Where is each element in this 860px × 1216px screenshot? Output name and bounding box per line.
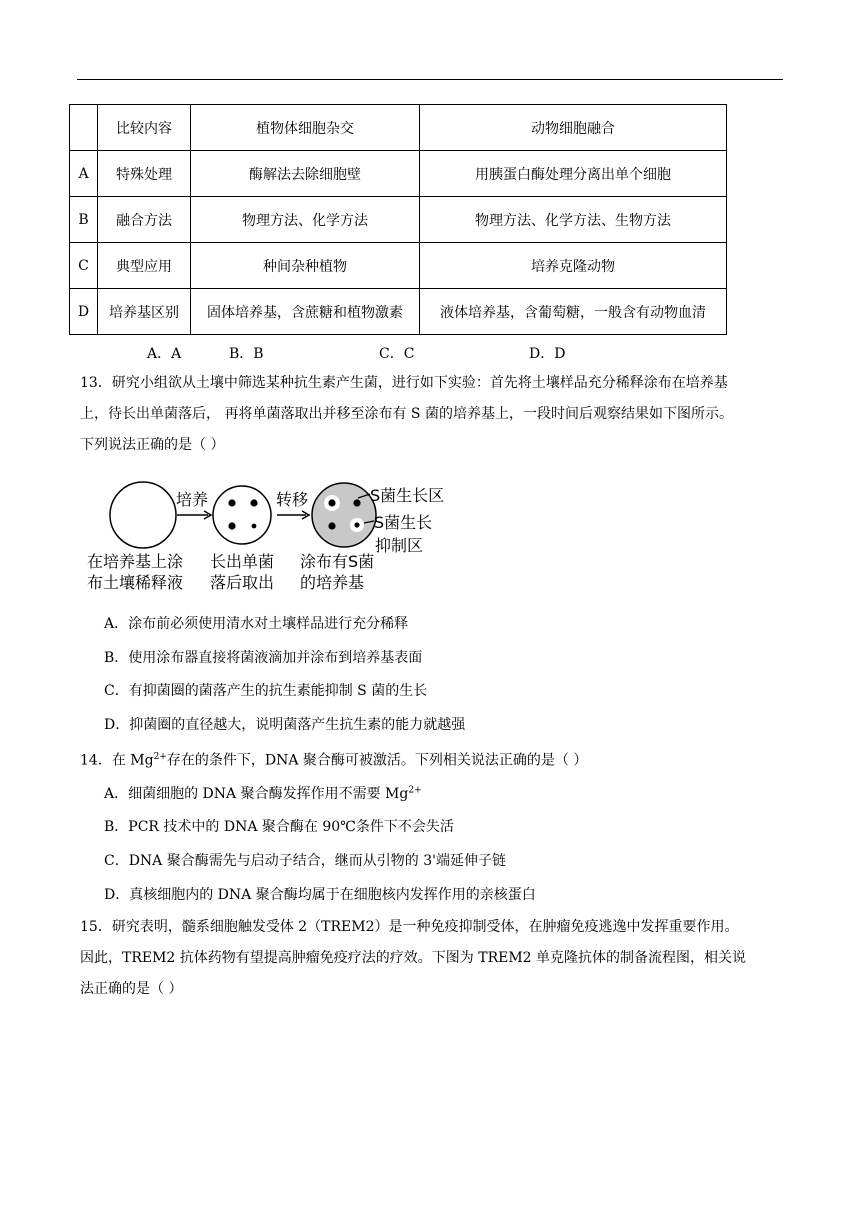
table-cell: 培养基区别 xyxy=(98,289,191,335)
q13-stem-line: 下列说法正确的是（ ） xyxy=(80,437,225,453)
colony-dot xyxy=(354,522,359,527)
table-row xyxy=(70,151,727,197)
table-header-cell: 动物细胞融合 xyxy=(420,105,727,151)
table-row xyxy=(70,289,727,335)
table-row xyxy=(70,243,727,289)
q14-option-a xyxy=(104,783,422,803)
table-cell: 种间杂种植物 xyxy=(191,243,420,289)
table-cell: A xyxy=(70,151,98,197)
table-cell: C xyxy=(70,243,98,289)
table-cell: 特殊处理 xyxy=(98,151,191,197)
q15-stem xyxy=(80,912,800,1005)
arrow-label-transfer: 转移 xyxy=(276,490,309,509)
table-cell: 融合方法 xyxy=(98,197,191,243)
colony-dot xyxy=(353,499,360,506)
header-rule xyxy=(77,79,783,80)
caption-step1: 在培养基上涂 xyxy=(87,552,184,571)
table-cell: 固体培养基，含蔗糖和植物激素 xyxy=(191,289,420,335)
q14-stem-sup: 2+ xyxy=(153,752,167,762)
table-row xyxy=(70,197,727,243)
q13-stem xyxy=(80,368,800,461)
q13-figure xyxy=(80,477,480,599)
table-cell: 用胰蛋白酶处理分离出单个细胞 xyxy=(420,151,727,197)
table-cell: 物理方法、化学方法 xyxy=(191,197,420,243)
table-cell: 酶解法去除细胞壁 xyxy=(191,151,420,197)
q13-option-c: C．有抑菌圈的菌落产生的抗生素能抑制 S 菌的生长 xyxy=(104,683,428,699)
table-header-cell: 比较内容 xyxy=(98,105,191,151)
q13-option-b: B．使用涂布器直接将菌液滴加并涂布到培养基表面 xyxy=(104,650,423,666)
q14-option-a-sup: 2+ xyxy=(408,785,422,796)
q14-stem-text: 14．在 Mg xyxy=(80,752,154,769)
q13-stem-line: 13．研究小组欲从土壤中筛选某种抗生素产生菌，进行如下实验：首先将土壤样品充分稀释涂布在培养基 xyxy=(80,375,728,391)
q15-stem-line: 15．研究表明，髓系细胞触发受体 2（TREM2）是一种免疫抑制受体，在肿瘤免疫逃逸中发挥重要作用。 xyxy=(80,919,739,935)
table-cell: 培养克隆动物 xyxy=(420,243,727,289)
comparison-table xyxy=(69,104,727,335)
arrow-label-culture: 培养 xyxy=(176,490,209,509)
table-cell: 典型应用 xyxy=(98,243,191,289)
caption-step3: 的培养基 xyxy=(300,573,365,592)
q12-option-c: C．C xyxy=(379,346,415,362)
table-header-cell: 植物体细胞杂交 xyxy=(191,105,420,151)
label-inhibition-zone: 抑制区 xyxy=(375,536,424,555)
q12-option-a: A．A xyxy=(147,346,182,362)
caption-step2: 长出单菌 xyxy=(210,552,275,571)
q14-stem-text: 存在的条件下，DNA 聚合酶可被激活。下列相关说法正确的是（ ） xyxy=(166,752,588,769)
q13-stem-line: 上，待长出单菌落后， 再将单菌落取出并移至涂布有 S 菌的培养基上，一段时间后观察结果如下图所示。 xyxy=(80,406,733,422)
q14-option-b: B．PCR 技术中的 DNA 聚合酶在 90℃条件下不会失活 xyxy=(104,819,454,835)
colony-plate xyxy=(213,486,271,544)
colony-dot xyxy=(252,524,257,529)
caption-step3: 涂布有S菌 xyxy=(300,552,375,571)
blank-plate xyxy=(110,482,176,548)
colony-dot xyxy=(328,499,335,506)
caption-step2: 落后取出 xyxy=(210,573,275,592)
q14-option-d: D．真核细胞内的 DNA 聚合酶均属于在细胞核内发挥作用的亲核蛋白 xyxy=(104,887,536,903)
table-header-row xyxy=(70,105,727,151)
colony-dot xyxy=(328,522,335,529)
caption-step1: 布土壤稀释液 xyxy=(87,573,184,592)
colony-dot xyxy=(228,522,235,529)
q14-stem xyxy=(80,742,800,777)
label-growth-zone: S菌生长区 xyxy=(370,486,445,505)
table-cell: D xyxy=(70,289,98,335)
colony-dot xyxy=(228,499,235,506)
table-cell: 物理方法、化学方法、生物方法 xyxy=(420,197,727,243)
q12-option-b: B．B xyxy=(229,346,264,362)
q13-option-a: A．涂布前必须使用清水对土壤样品进行充分稀释 xyxy=(104,616,409,632)
table-header-cell xyxy=(70,105,98,151)
table-cell: B xyxy=(70,197,98,243)
s-bacteria-plate xyxy=(312,483,376,547)
q13-option-d: D．抑菌圈的直径越大，说明菌落产生抗生素的能力就越强 xyxy=(104,717,466,733)
q12-option-d: D．D xyxy=(529,346,566,362)
label-inhibition-zone: S菌生长 xyxy=(374,513,433,532)
q15-stem-line: 因此，TREM2 抗体药物有望提高肿瘤免疫疗法的疗效。下图为 TREM2 单克隆抗体的制备流程图，相关说 xyxy=(80,950,747,966)
q14-option-a-text: A．细菌细胞的 DNA 聚合酶发挥作用不需要 Mg xyxy=(104,786,409,802)
colony-dot xyxy=(250,499,257,506)
q15-stem-line: 法正确的是（ ） xyxy=(80,981,183,997)
table-cell: 液体培养基，含葡萄糖，一般含有动物血清 xyxy=(420,289,727,335)
q14-option-c: C．DNA 聚合酶需先与启动子结合，继而从引物的 3'端延伸子链 xyxy=(104,853,506,869)
